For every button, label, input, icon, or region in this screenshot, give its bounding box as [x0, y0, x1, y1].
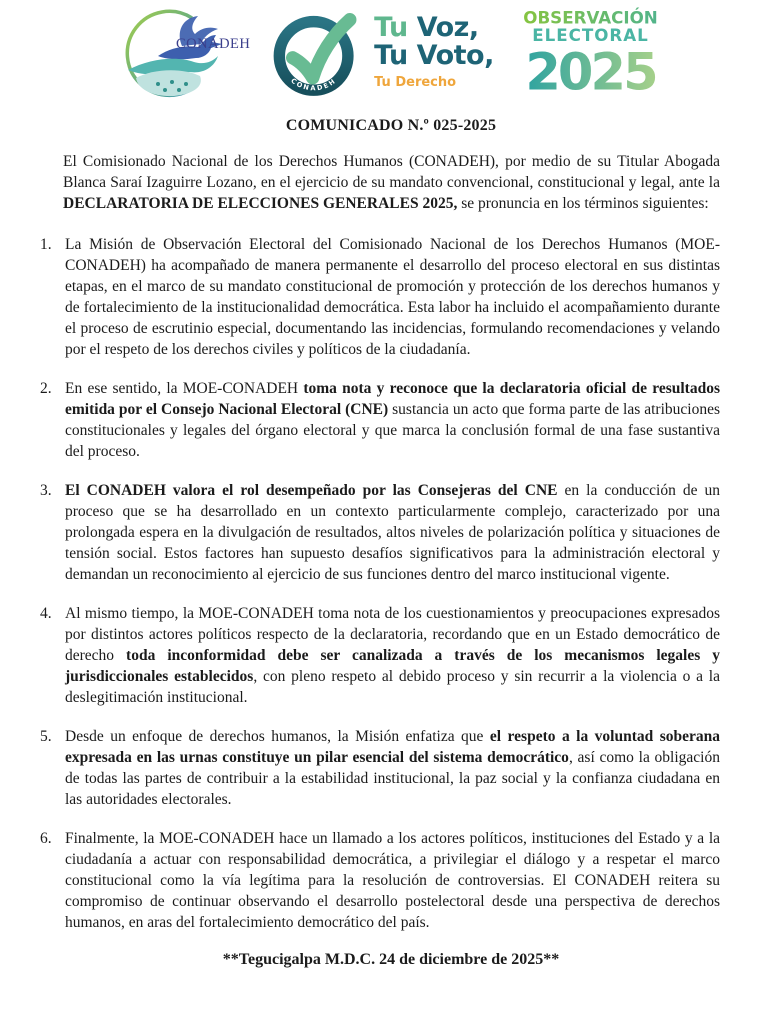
bold-text: toma nota y reconoce que la declaratoria oficial de resultados emitida por el Consejo Nacional Electoral (CNE) [65, 380, 720, 418]
page-title: COMUNICADO N.º 025-2025 [285, 117, 497, 134]
body-text: Desde un enfoque de derechos humanos, la Misión enfatiza que [65, 728, 490, 745]
conadeh-logo [110, 6, 260, 101]
dateline: **Tegucigalpa M.D.C. 24 de diciembre de 2025** [222, 951, 560, 968]
item-number: 5. [40, 728, 52, 745]
year-2025-text: 2025 [525, 43, 656, 101]
item-text [65, 828, 720, 933]
item-number: 2. [40, 380, 52, 397]
bold-text: DECLARATORIA DE ELECCIONES GENERALES 2025, [63, 195, 458, 212]
list-item [40, 234, 720, 360]
item-text [65, 480, 720, 585]
body-text: El Comisionado Nacional de los Derechos Humanos (CONADEH), por medio de su Titular Abogada Blanca Saraí Izaguirre Lozano, en el ejercicio de su mandato convencional, constitucional y legal, ante la [63, 153, 720, 191]
electoral-text: ELECTORAL [532, 26, 649, 46]
check-band-label: CONADEH [289, 76, 339, 93]
bold-text: el respeto a la voluntad soberana expresada en las urnas constituye un pilar esencial del sistema democrático [65, 728, 721, 766]
observacion-text: OBSERVACIÓN [523, 8, 658, 28]
body-text: se pronuncia en los términos siguientes: [457, 195, 709, 212]
bold-text: El CONADEH valora el rol desempeñado por las Consejeras del CNE [65, 482, 558, 499]
item-text [65, 378, 720, 462]
tagline-voz: Voz, [416, 12, 479, 43]
body-text: , así como la obligación de todas las partes de contribuir a la estabilidad institucional, la paz social y la confianza ciudadana en las autoridades electorales. [65, 749, 720, 808]
item-number: 4. [40, 605, 52, 622]
item-number: 1. [40, 236, 52, 253]
intro-paragraph [63, 151, 720, 214]
tagline-line3: Tu Derecho [374, 75, 457, 90]
tagline-line1 [374, 14, 494, 42]
tagline-block [374, 14, 494, 90]
numbered-list [40, 234, 720, 933]
list-item [40, 480, 720, 585]
body-text: en la conducción de un proceso que se ha desarrollado en un contexto particularmente complejo, caracterizado por una prolongada espera en la divulgación de resultados, altos niveles de polarización política y situaciones de tensión social. Estos factores han supuesto desafíos significativos para la administración electoral y demandan un reconocimiento al ejercicio de sus funciones dentro del marco institucional vigente. [65, 482, 721, 583]
item-number: 3. [40, 482, 52, 499]
body-text: En ese sentido, la MOE-CONADEH [65, 380, 304, 397]
list-item [40, 603, 720, 708]
bold-text: toda inconformidad debe ser canalizada a través de los mecanismos legales y jurisdiccionales establecidos [65, 647, 720, 685]
observacion-electoral-logo [510, 6, 672, 101]
item-number: 6. [40, 830, 52, 847]
body-text: , con pleno respeto al debido proceso y sin recurrir a la violencia o a la deslegitimación institucional. [65, 668, 720, 706]
item-text [65, 726, 720, 810]
body-text: Finalmente, la MOE-CONADEH hace un llamado a los actores políticos, instituciones del Estado y a la ciudadanía a actuar con responsabilidad democrática, a privilegiar el diálogo y a respetar el marco constitucional como la vía legítima para la resolución de controversias. El CONADEH reitera su compromiso de continuar observando el desarrollo postelectoral desde una perspectiva de derechos humanos, en aras del fortalecimiento democrático del país. [65, 830, 720, 931]
body-text: La Misión de Observación Electoral del Comisionado Nacional de los Derechos Humanos (MOE-CONADEH) ha acompañado de manera permanente el desarrollo del proceso electoral en sus distintas etapas, en el marco de su mandato constitucional de promoción y protección de los derechos humanos y de fortalecimiento de la institucionalidad democrática. Esta labor ha incluido el acompañamiento durante el proceso de escrutinio especial, documentando las incidencias, formulando recomendaciones y velando por el respeto de los derechos civiles y políticos de la ciudadanía. [65, 236, 720, 358]
hand-base-shape [136, 70, 201, 96]
tagline-line2: Tu Voto, [374, 40, 494, 71]
list-item [40, 726, 720, 810]
list-item [40, 378, 720, 462]
document-header [0, 0, 782, 101]
item-text [65, 603, 720, 708]
list-item [40, 828, 720, 933]
checkmark-logo [266, 6, 366, 102]
body-text: Al mismo tiempo, la MOE-CONADEH toma nota de los cuestionamientos y preocupaciones expresados por distintos actores políticos respecto de la declaratoria, recordando que en un Estado democrático de derecho [65, 605, 720, 664]
item-text [65, 234, 720, 360]
tagline-tu: Tu [374, 12, 417, 43]
body-text: sustancia un acto que forma parte de las atribuciones constitucionales y legales del órgano electoral y que marca la conclusión formal de una fase sustantiva del proceso. [65, 401, 720, 460]
conadeh-logo-label: CONADEH [176, 36, 251, 52]
